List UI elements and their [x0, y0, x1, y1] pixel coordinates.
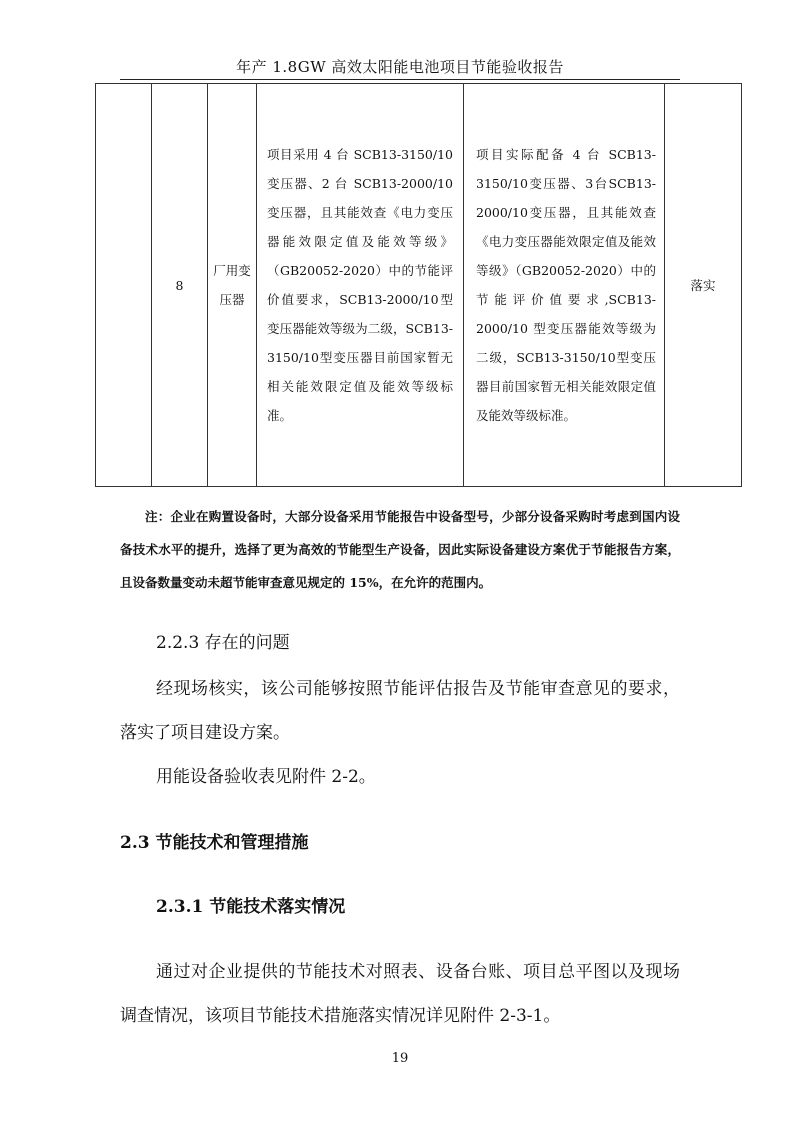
plan-text: 项目采用 4 台 SCB13-3150/10 变压器、2 台 SCB13-2000/10变压器，且其能效查《电力变压器能效限定值及能效等级》（GB20052-2020）中的节能评价值要求，SCB13-2000/10型变压器能效等级为二级，SCB13-3150/10型变压器目前国家暂无相关能效限定值及能效等级标准。 [267, 147, 453, 423]
section-2-3-1-heading: 2.3.1 节能技术落实情况 [156, 897, 346, 917]
header-rule [120, 79, 680, 80]
section-2-2-3-paragraph-2: 用能设备验收表见附件 2-2。 [156, 767, 376, 787]
section-2-3-1-paragraph-1: 通过对企业提供的节能技术对照表、设备台账、项目总平图以及现场调查情况，该项目节能技术措施落实情况详见附件 2-3-1。 [120, 962, 680, 1026]
page-number: 19 [391, 1051, 409, 1066]
equipment-name-cell [208, 84, 257, 487]
equipment-table [95, 83, 742, 487]
blank-cell [96, 84, 152, 487]
equipment-name: 厂用变压器 [213, 263, 251, 307]
section-2-3-heading: 2.3 节能技术和管理措施 [120, 833, 309, 853]
running-header: 年产 1.8GW 高效太阳能电池项目节能验收报告 [236, 58, 564, 76]
section-2-2-3-heading: 2.2.3 存在的问题 [156, 633, 290, 653]
row-number-cell: 8 [152, 84, 208, 487]
status-cell: 落实 [665, 84, 742, 487]
table-note: 注：企业在购置设备时，大部分设备采用节能报告中设备型号，少部分设备采购时考虑到国内设备技术水平的提升，选择了更为高效的节能型生产设备，因此实际设备建设方案优于节能报告方案，且设备数量变动未超节能审查意见规定的 15%，在允许的范围内。 [120, 509, 680, 590]
section-2-2-3-paragraph-1: 经现场核实，该公司能够按照节能评估报告及节能审查意见的要求，落实了项目建设方案。 [120, 679, 680, 743]
actual-text: 项目实际配备 4 台 SCB13-3150/10变压器、3台SCB13-2000/10变压器，且其能效查《电力变压器能效限定值及能效等级》（GB20052-2020）中的节能评价值要求,SCB13-2000/10 型变压器能效等级为二级，SCB13-3150/10型变压器目前国家暂无相关能效限定值及能效等级标准。 [476, 147, 656, 423]
table-row [96, 84, 742, 487]
plan-cell [257, 84, 464, 487]
actual-cell [464, 84, 665, 487]
